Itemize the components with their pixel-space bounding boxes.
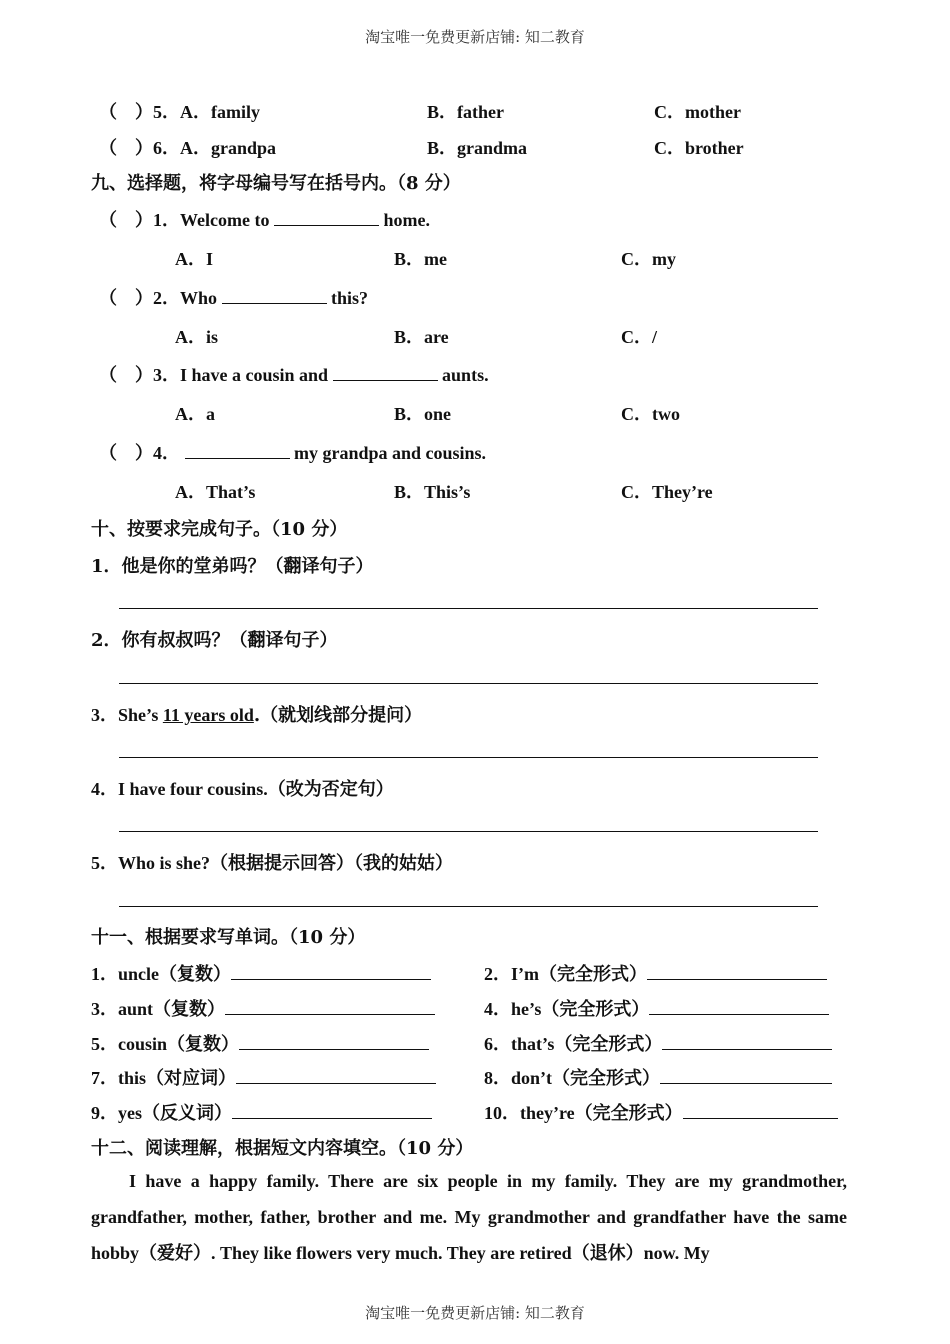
answer-paren[interactable]: （ ） xyxy=(99,138,153,158)
option-c: C．mother xyxy=(654,102,741,122)
option-a: A．I xyxy=(175,249,214,269)
task-10-2: 2．你有叔叔吗？（翻译句子） xyxy=(91,630,338,651)
task-10-4: 4．I have four cousins.（改为否定句） xyxy=(91,779,394,799)
word-task-5: 5．cousin（复数） xyxy=(91,1030,429,1056)
question-9-2: （ ）2．Who this? xyxy=(99,288,369,308)
question-8-6: （ ）6．A．grandpa xyxy=(99,138,277,158)
fill-blank[interactable] xyxy=(683,1102,838,1119)
fill-blank[interactable] xyxy=(649,998,829,1015)
option-b: B．are xyxy=(394,327,449,347)
option-a: A．a xyxy=(175,404,215,424)
fill-blank[interactable] xyxy=(662,1033,832,1050)
option-c: C．my xyxy=(621,249,676,269)
word-task-8: 8．don’t（完全形式） xyxy=(484,1064,832,1090)
answer-line[interactable] xyxy=(119,607,818,609)
answer-paren[interactable]: （ ） xyxy=(99,443,153,463)
word-task-2: 2．I’m（完全形式） xyxy=(484,960,827,986)
fill-blank[interactable] xyxy=(274,209,379,226)
section-9-title: 九、选择题，将字母编号写在括号内。（8 分） xyxy=(91,173,461,194)
question-8-5: （ ）5．A．family xyxy=(99,102,260,122)
task-10-3: 3．She’s 11 years old.（就划线部分提问） xyxy=(91,705,423,726)
question-9-4: （ ）4． my grandpa and cousins. xyxy=(99,443,487,463)
word-task-7: 7．this（对应词） xyxy=(91,1064,436,1090)
word-task-4: 4．he’s（完全形式） xyxy=(484,995,829,1021)
section-12-title: 十二、阅读理解，根据短文内容填空。（10 分） xyxy=(91,1138,474,1159)
option-a: A．That’s xyxy=(175,482,256,502)
answer-paren[interactable]: （ ） xyxy=(99,210,153,230)
section-11-title: 十一、根据要求写单词。（10 分） xyxy=(91,927,366,948)
fill-blank[interactable] xyxy=(231,963,431,980)
task-10-1: 1．他是你的堂弟吗？（翻译句子） xyxy=(91,556,374,577)
option-c: C．two xyxy=(621,404,680,424)
section-10-title: 十、按要求完成句子。（10 分） xyxy=(91,519,348,540)
task-10-5: 5．Who is she?（根据提示回答）（我的姑姑） xyxy=(91,853,454,873)
page-footer: 淘宝唯一免费更新店铺: 知二教育 xyxy=(365,1304,585,1322)
option-b: B．This’s xyxy=(394,482,471,502)
fill-blank[interactable] xyxy=(236,1067,436,1084)
answer-line[interactable] xyxy=(119,830,818,832)
fill-blank[interactable] xyxy=(333,364,438,381)
answer-paren[interactable]: （ ） xyxy=(99,288,153,308)
option-c: C．/ xyxy=(621,327,657,347)
fill-blank[interactable] xyxy=(225,998,435,1015)
option-b: B．one xyxy=(394,404,452,424)
fill-blank[interactable] xyxy=(222,287,327,304)
option-b: B．father xyxy=(427,102,504,122)
answer-line[interactable] xyxy=(119,905,818,907)
word-task-10: 10．they’re（完全形式） xyxy=(484,1099,838,1125)
question-9-3: （ ）3．I have a cousin and aunts. xyxy=(99,365,489,385)
fill-blank[interactable] xyxy=(185,442,290,459)
question-9-1: （ ）1．Welcome to home. xyxy=(99,210,430,230)
word-task-6: 6．that’s（完全形式） xyxy=(484,1030,832,1056)
answer-paren[interactable]: （ ） xyxy=(99,365,153,385)
underlined-phrase: 11 years old xyxy=(162,705,254,725)
fill-blank[interactable] xyxy=(660,1067,832,1084)
page-header: 淘宝唯一免费更新店铺: 知二教育 xyxy=(365,28,585,46)
answer-paren[interactable]: （ ） xyxy=(99,102,153,122)
fill-blank[interactable] xyxy=(239,1033,429,1050)
fill-blank[interactable] xyxy=(232,1102,432,1119)
option-b: B．grandma xyxy=(427,138,528,158)
fill-blank[interactable] xyxy=(647,963,827,980)
option-c: C．brother xyxy=(654,138,744,158)
word-task-3: 3．aunt（复数） xyxy=(91,995,435,1021)
option-b: B．me xyxy=(394,249,447,269)
word-task-9: 9．yes（反义词） xyxy=(91,1099,432,1125)
word-task-1: 1．uncle（复数） xyxy=(91,960,431,986)
answer-line[interactable] xyxy=(119,682,818,684)
option-c: C．They’re xyxy=(621,482,713,502)
option-a: A．is xyxy=(175,327,219,347)
answer-line[interactable] xyxy=(119,756,818,758)
reading-passage: I have a happy family. There are six people in my family. They are my grandmother, grandfather, mother, father, brother and me. My grandmother and grandfather have the same hobby（爱好）. They like flowers very much. They are retired（退休）now. My xyxy=(91,1171,847,1264)
